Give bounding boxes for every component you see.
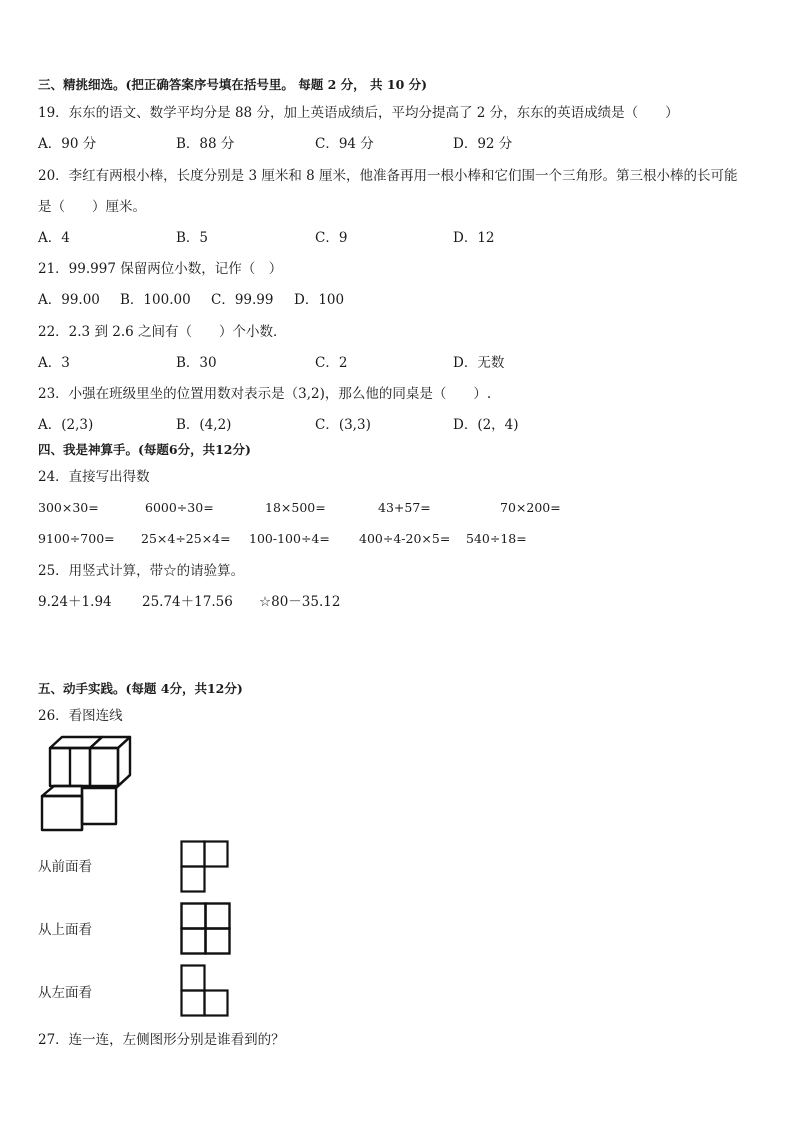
question-26-stem: 26．看图连线 (38, 708, 123, 724)
q21-option-c: C．99.99 (211, 292, 274, 308)
q22-option-a: A．3 (38, 355, 70, 371)
left-view-shape[interactable] (180, 964, 230, 1018)
q19-option-b: B．88 分 (176, 136, 235, 152)
question-19-stem: 19．东东的语文、数学平均分是 88 分，加上英语成绩后，平均分提高了 2 分，东东的英语成绩是（ ） (38, 105, 679, 121)
q25-item3: ☆80－35.12 (259, 594, 341, 610)
view-label-top: 从上面看 (38, 922, 92, 938)
section-3-heading: 三、精挑细选。(把正确答案序号填在括号里。 每题 2 分， 共 10 分) (38, 77, 428, 92)
question-22-stem: 22．2.3 到 2.6 之间有（ ）个小数． (38, 324, 287, 340)
q24-r1-item1: 300×30= (38, 500, 99, 515)
view-label-left: 从左面看 (38, 985, 92, 1001)
q24-r2-item3: 100-100÷4= (249, 531, 330, 546)
q19-option-c: C．94 分 (315, 136, 374, 152)
q22-option-c: C．2 (315, 355, 348, 371)
q21-option-a: A．99.00 (38, 292, 100, 308)
q24-r1-item2: 6000÷30= (145, 500, 214, 515)
top-view-shape[interactable] (180, 902, 232, 956)
q23-option-b: B．(4,2) (176, 417, 232, 433)
question-25-stem: 25．用竖式计算，带☆的请验算。 (38, 563, 245, 579)
q19-option-d: D．92 分 (453, 136, 513, 152)
q23-option-c: C．(3,3) (315, 417, 371, 433)
q20-option-c: C．9 (315, 230, 348, 246)
cube-stack-figure (38, 734, 134, 832)
q21-option-d: D．100 (294, 292, 345, 308)
q20-option-a: A．4 (38, 230, 70, 246)
q23-option-a: A．(2,3) (38, 417, 94, 433)
q24-r2-item4: 400÷4-20×5= (359, 531, 451, 546)
q24-r2-item1: 9100÷700= (38, 531, 115, 546)
q24-r1-item5: 70×200= (500, 500, 561, 515)
q19-option-a: A．90 分 (38, 136, 97, 152)
question-23-stem: 23．小强在班级里坐的位置用数对表示是（3,2)，那么他的同桌是（ ）. (38, 386, 492, 402)
q21-option-b: B．100.00 (120, 292, 191, 308)
section-4-heading: 四、我是神算手。(每题6分，共12分) (38, 442, 251, 457)
q24-r1-item3: 18×500= (265, 500, 326, 515)
question-27-stem: 27．连一连，左侧图形分别是谁看到的？ (38, 1032, 285, 1048)
q20-option-d: D．12 (453, 230, 495, 246)
q20-option-b: B．5 (176, 230, 209, 246)
view-label-front: 从前面看 (38, 859, 92, 875)
q25-item1: 9.24＋1.94 (38, 594, 112, 610)
question-21-stem: 21．99.997 保留两位小数，记作（ ） (38, 261, 283, 277)
q24-r2-item5: 540÷18= (466, 531, 527, 546)
question-24-stem: 24．直接写出得数 (38, 469, 150, 485)
q24-r1-item4: 43+57= (378, 500, 431, 515)
front-view-shape[interactable] (180, 840, 230, 894)
q24-r2-item2: 25×4÷25×4= (141, 531, 231, 546)
q22-option-b: B．30 (176, 355, 217, 371)
q25-item2: 25.74＋17.56 (142, 594, 233, 610)
question-20-stem-line2: 是（ ）厘米。 (38, 199, 146, 215)
q23-option-d: D．(2，4) (453, 417, 519, 433)
section-5-heading: 五、动手实践。(每题 4分，共12分) (38, 681, 243, 696)
question-20-stem-line1: 20．李红有两根小棒，长度分别是 3 厘米和 8 厘米，他准备再用一根小棒和它们围一个三角形。第三根小棒的长可能 (38, 168, 738, 184)
q22-option-d: D．无数 (453, 355, 505, 371)
